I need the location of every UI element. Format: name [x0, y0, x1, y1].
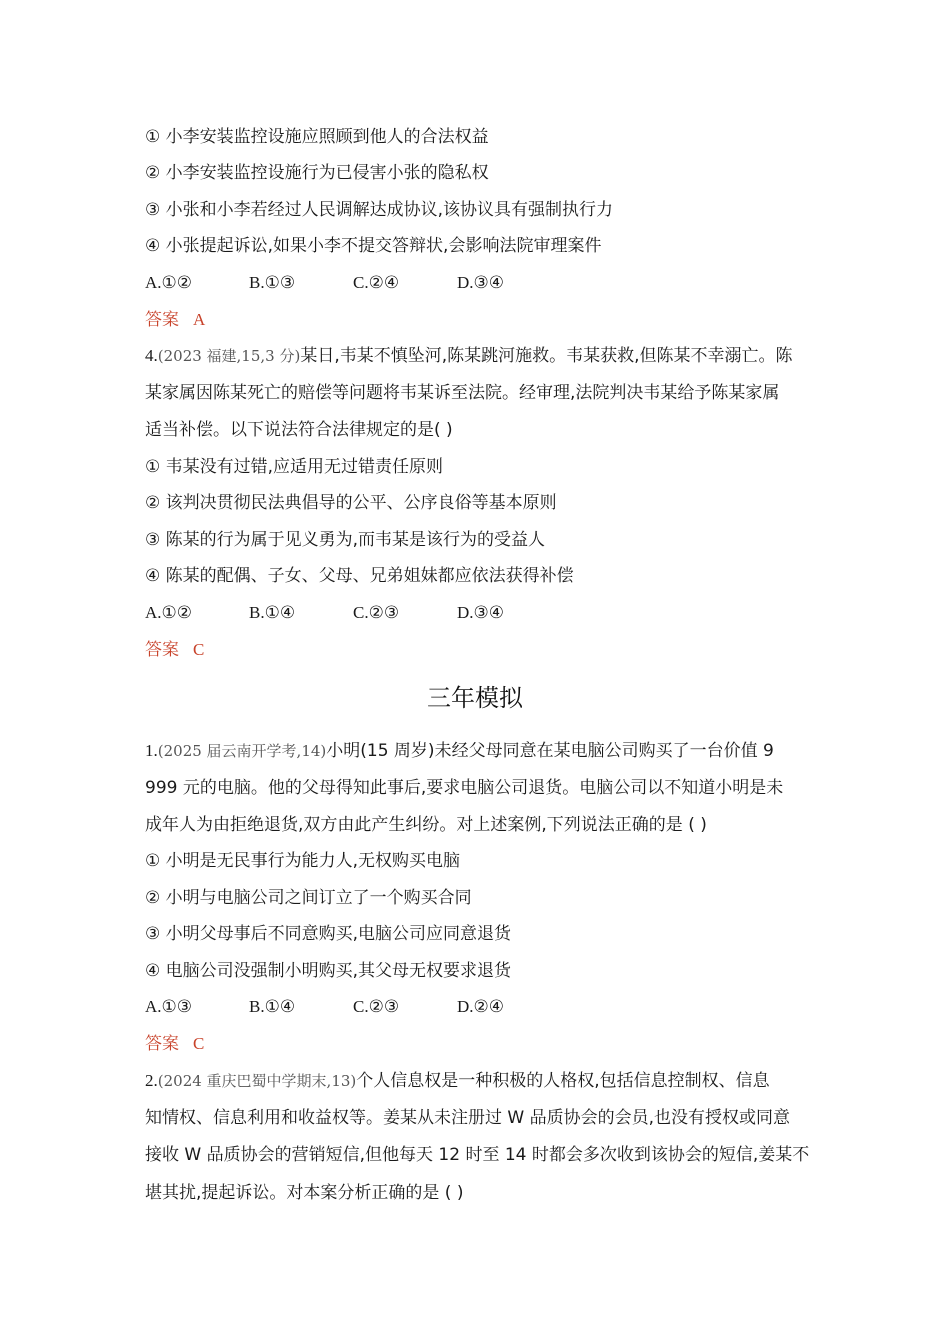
m2-number: 2. — [145, 1071, 158, 1090]
m1-number: 1. — [145, 741, 158, 760]
m1-option-d: D.②④ — [457, 997, 505, 1016]
q4-stem-line-2: 某家属因陈某死亡的赔偿等问题将韦某诉至法院。经审理,法院判决韦某给予陈某家属 — [145, 383, 780, 403]
q3-statement-4: ④ 小张提起诉讼,如果小李不提交答辩状,会影响法院审理案件 — [145, 236, 602, 256]
m1-answer-label: 答案 — [145, 1034, 179, 1054]
m1-statement-3: ③ 小明父母事后不同意购买,电脑公司应同意退货 — [145, 924, 512, 944]
q4-answer-value: C — [193, 640, 205, 659]
q4-options — [145, 601, 561, 625]
m1-stem-line-2: 999 元的电脑。他的父母得知此事后,要求电脑公司退货。电脑公司以不知道小明是未 — [145, 778, 784, 798]
m1-option-b: B.①④ — [249, 997, 296, 1016]
q4-answer — [145, 638, 204, 662]
m2-stem-text-1: 个人信息权是一种积极的人格权,包括信息控制权、信息 — [356, 1071, 770, 1091]
q4-option-c: C.②③ — [353, 603, 400, 622]
q3-answer — [145, 308, 205, 332]
m1-option-a: A.①③ — [145, 997, 193, 1016]
q3-statement-1: ① 小李安装监控设施应照顾到他人的合法权益 — [145, 127, 489, 147]
m1-answer-value: C — [193, 1034, 205, 1053]
q4-option-b: B.①④ — [249, 603, 296, 622]
m1-options — [145, 995, 561, 1019]
m1-source: (2025 届云南开学考,14) — [157, 742, 327, 760]
q4-option-d: D.③④ — [457, 603, 505, 622]
m1-statement-2: ② 小明与电脑公司之间订立了一个购买合同 — [145, 888, 472, 908]
m2-stem-line-2: 知情权、信息利用和收益权等。姜某从未注册过 W 品质协会的会员,也没有授权或同意 — [145, 1108, 791, 1128]
q3-answer-label: 答案 — [145, 310, 179, 330]
q3-options — [145, 271, 561, 295]
q3-option-b: B.①③ — [249, 273, 296, 292]
q4-source: (2023 福建,15,3 分) — [157, 347, 301, 365]
q4-statement-2: ② 该判决贯彻民法典倡导的公平、公序良俗等基本原则 — [145, 493, 557, 513]
q4-option-a: A.①② — [145, 603, 193, 622]
q3-option-a: A.①② — [145, 273, 193, 292]
m1-statement-1: ① 小明是无民事行为能力人,无权购买电脑 — [145, 851, 461, 871]
m2-stem-line-4: 堪其扰,提起诉讼。对本案分析正确的是 ( ) — [145, 1183, 464, 1203]
m2-source: (2024 重庆巴蜀中学期末,13) — [157, 1072, 357, 1090]
q3-statement-2: ② 小李安装监控设施行为已侵害小张的隐私权 — [145, 163, 489, 183]
m2-stem-line-3: 接收 W 品质协会的营销短信,但他每天 12 时至 14 时都会多次收到该协会的短信,姜某不 — [145, 1145, 810, 1165]
m1-stem-line-3: 成年人为由拒绝退货,双方由此产生纠纷。对上述案例,下列说法正确的是 ( ) — [145, 815, 707, 835]
m1-option-c: C.②③ — [353, 997, 400, 1016]
m1-stem-text-1: 小明(15 周岁)未经父母同意在某电脑公司购买了一台价值 9 — [326, 741, 774, 761]
q4-number: 4. — [145, 346, 158, 365]
m1-stem-line-1 — [145, 739, 774, 763]
q4-stem-line-3: 适当补偿。以下说法符合法律规定的是( ) — [145, 420, 453, 440]
q3-statement-3: ③ 小张和小李若经过人民调解达成协议,该协议具有强制执行力 — [145, 200, 614, 220]
section-title: 三年模拟 — [427, 684, 523, 712]
m1-statement-4: ④ 电脑公司没强制小明购买,其父母无权要求退货 — [145, 961, 512, 981]
q4-statement-1: ① 韦某没有过错,应适用无过错责任原则 — [145, 457, 444, 477]
q4-stem-text-1: 某日,韦某不慎坠河,陈某跳河施救。韦某获救,但陈某不幸溺亡。陈 — [300, 346, 793, 366]
q4-stem-line-1 — [145, 344, 793, 368]
q3-option-d: D.③④ — [457, 273, 505, 292]
q3-option-c: C.②④ — [353, 273, 400, 292]
q4-statement-4: ④ 陈某的配偶、子女、父母、兄弟姐妹都应依法获得补偿 — [145, 566, 574, 586]
q4-answer-label: 答案 — [145, 640, 179, 660]
m2-stem-line-1 — [145, 1069, 770, 1093]
q3-answer-value: A — [193, 310, 206, 329]
m1-answer — [145, 1032, 204, 1056]
q4-statement-3: ③ 陈某的行为属于见义勇为,而韦某是该行为的受益人 — [145, 530, 546, 550]
